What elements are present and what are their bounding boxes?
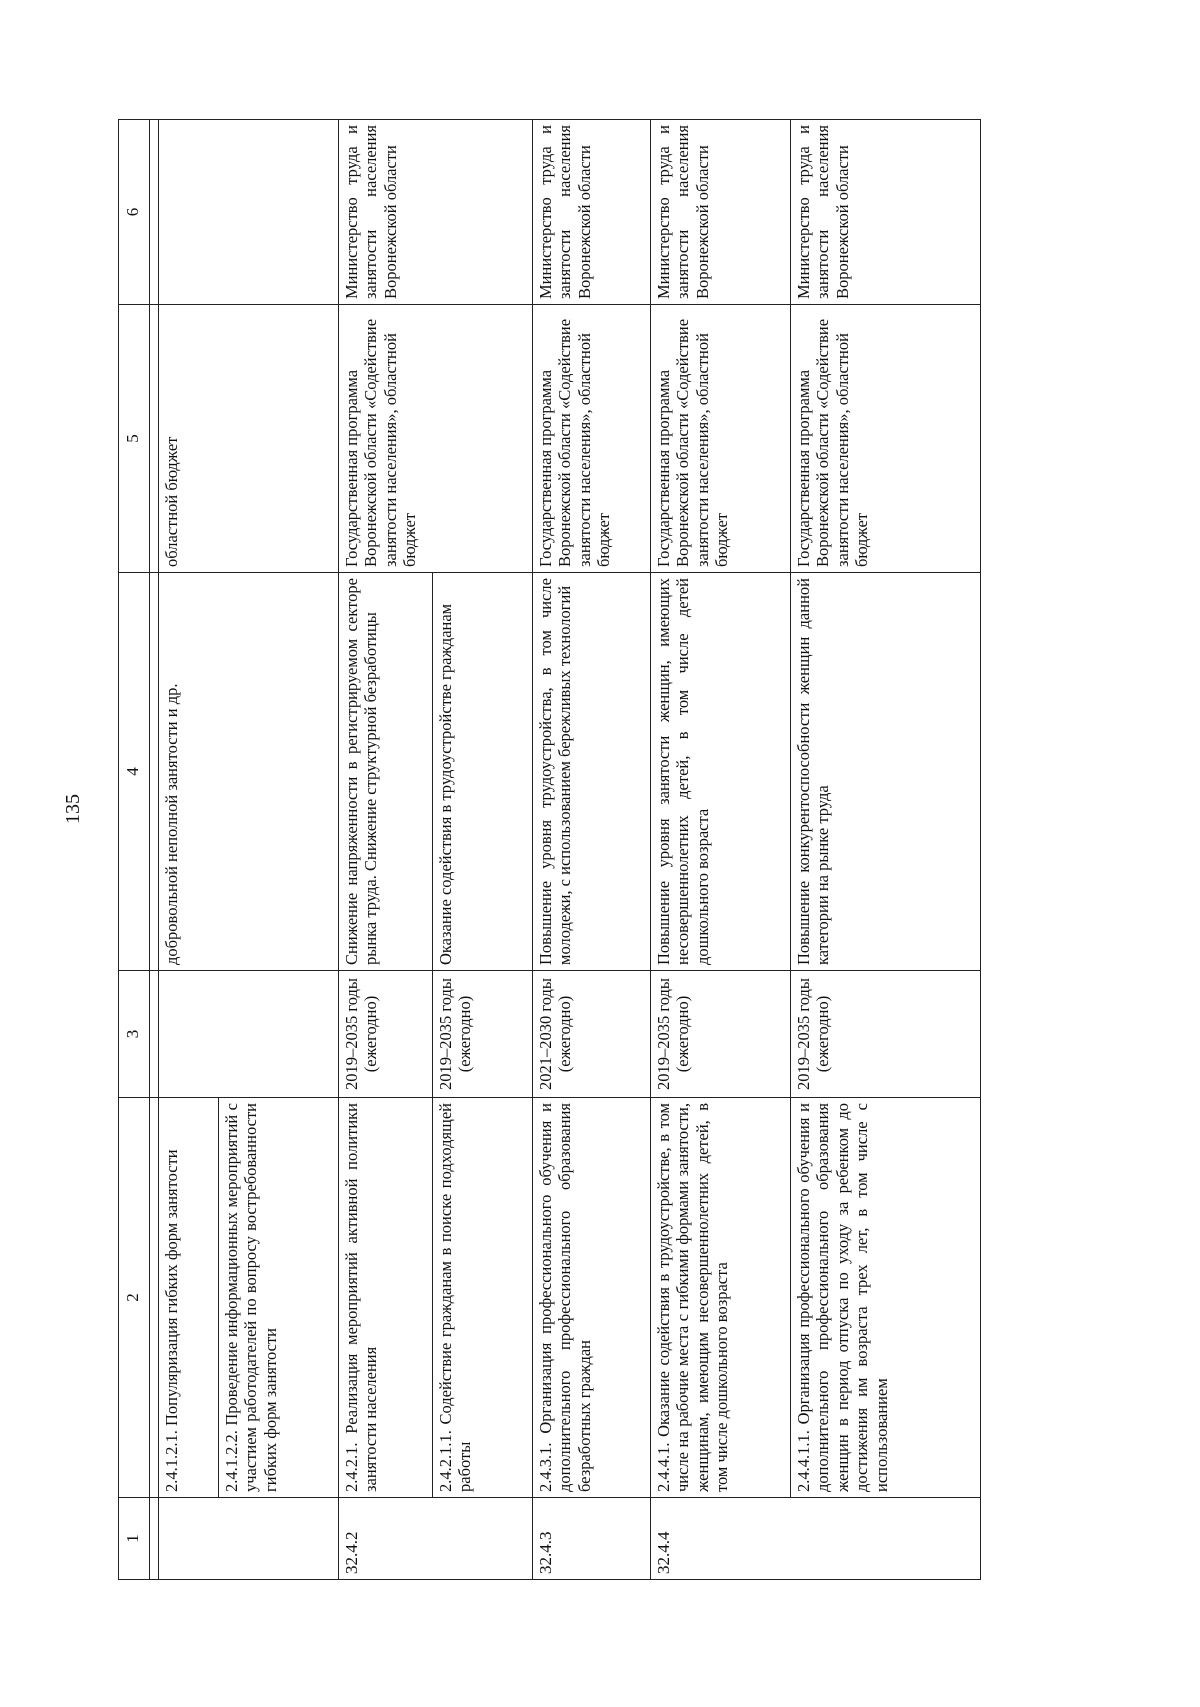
page-number: 135: [62, 794, 84, 824]
executor-cell: [159, 120, 339, 305]
table-row: [651, 120, 791, 1580]
row-number-cell: 32.4.4: [651, 1498, 981, 1580]
table-row: [533, 120, 651, 1580]
header-cell: 5: [119, 305, 150, 573]
funding-cell: Государственная программа Воронежской области «Содействие занятости населения», областной бюджет: [791, 305, 981, 573]
result-cell: Повышение уровня занятости женщин, имеющих несовершеннолетних детей, в том числе детей дошкольного возраста: [651, 573, 791, 971]
result-cell: Повышение конкурентоспособности женщин данной категории на рынке труда: [791, 573, 981, 971]
rotated-table-container: [118, 120, 1118, 1580]
executor-cell: Министерство труда и занятости населения Воронежской области: [791, 120, 981, 305]
row-number-cell: 32.4.2: [339, 1498, 533, 1580]
measure-cell: 2.4.1.2.1. Популяризация гибких форм занятости: [159, 1098, 219, 1498]
header-gap: [150, 120, 159, 1580]
table-row: [159, 120, 219, 1580]
measure-cell: 2.4.4.1.1. Организация профессионального обучения и дополнительного профессионального образования женщин в период отпуска по уходу за ребенком до достижения им возраста трех лет, в том числе с использованием: [791, 1098, 981, 1498]
result-cell: Оказание содействия в трудоустройстве гражданам: [433, 573, 533, 971]
table-row: [339, 120, 433, 1580]
period-cell: 2019–2035 годы (ежегодно): [339, 971, 433, 1098]
period-cell: 2019–2035 годы (ежегодно): [433, 971, 533, 1098]
plan-table: [118, 119, 981, 1580]
result-cell: Снижение напряженности в регистрируемом секторе рынка труда. Снижение структурной безработицы: [339, 573, 433, 971]
measure-cell: 2.4.1.2.2. Проведение информационных мероприятий с участием работодателей по вопросу востребованности гибких форм занятости: [219, 1098, 339, 1498]
period-cell: 2021–2030 годы (ежегодно): [533, 971, 651, 1098]
result-cell: Повышение уровня трудоустройства, в том числе молодежи, с использованием бережливых технологий: [533, 573, 651, 971]
period-cell: [159, 971, 339, 1098]
header-cell: 3: [119, 971, 150, 1098]
measure-cell: 2.4.2.1. Реализация мероприятий активной политики занятости населения: [339, 1098, 433, 1498]
header-cell: 2: [119, 1098, 150, 1498]
funding-cell: Государственная программа Воронежской области «Содействие занятости населения», областной бюджет: [339, 305, 533, 573]
funding-cell: Государственная программа Воронежской области «Содействие занятости населения», областной бюджет: [533, 305, 651, 573]
row-number-cell: 32.4.3: [533, 1498, 651, 1580]
header-cell: 6: [119, 120, 150, 305]
header-cell: 1: [119, 1498, 150, 1580]
table-header: [119, 120, 150, 1580]
executor-cell: Министерство труда и занятости населения Воронежской области: [651, 120, 791, 305]
period-cell: 2019–2035 годы (ежегодно): [791, 971, 981, 1098]
funding-cell: Государственная программа Воронежской области «Содействие занятости населения», областной бюджет: [651, 305, 791, 573]
measure-cell: 2.4.2.1.1. Содействие гражданам в поиске подходящей работы: [433, 1098, 533, 1498]
row-number-cell: [159, 1498, 339, 1580]
table-row: [791, 120, 981, 1580]
period-cell: 2019–2035 годы (ежегодно): [651, 971, 791, 1098]
funding-cell: областной бюджет: [159, 305, 339, 573]
result-cell: добровольной неполной занятости и др.: [159, 573, 339, 971]
executor-cell: Министерство труда и занятости населения Воронежской области: [533, 120, 651, 305]
measure-cell: 2.4.3.1. Организация профессионального обучения и дополнительного профессионального образования безработных граждан: [533, 1098, 651, 1498]
header-cell: 4: [119, 573, 150, 971]
executor-cell: Министерство труда и занятости населения Воронежской области: [339, 120, 533, 305]
measure-cell: 2.4.4.1. Оказание содействия в трудоустройстве, в том числе на рабочие места с гибкими формами занятости, женщинам, имеющим несовершеннолетних детей, в том числе дошкольного возраста: [651, 1098, 791, 1498]
